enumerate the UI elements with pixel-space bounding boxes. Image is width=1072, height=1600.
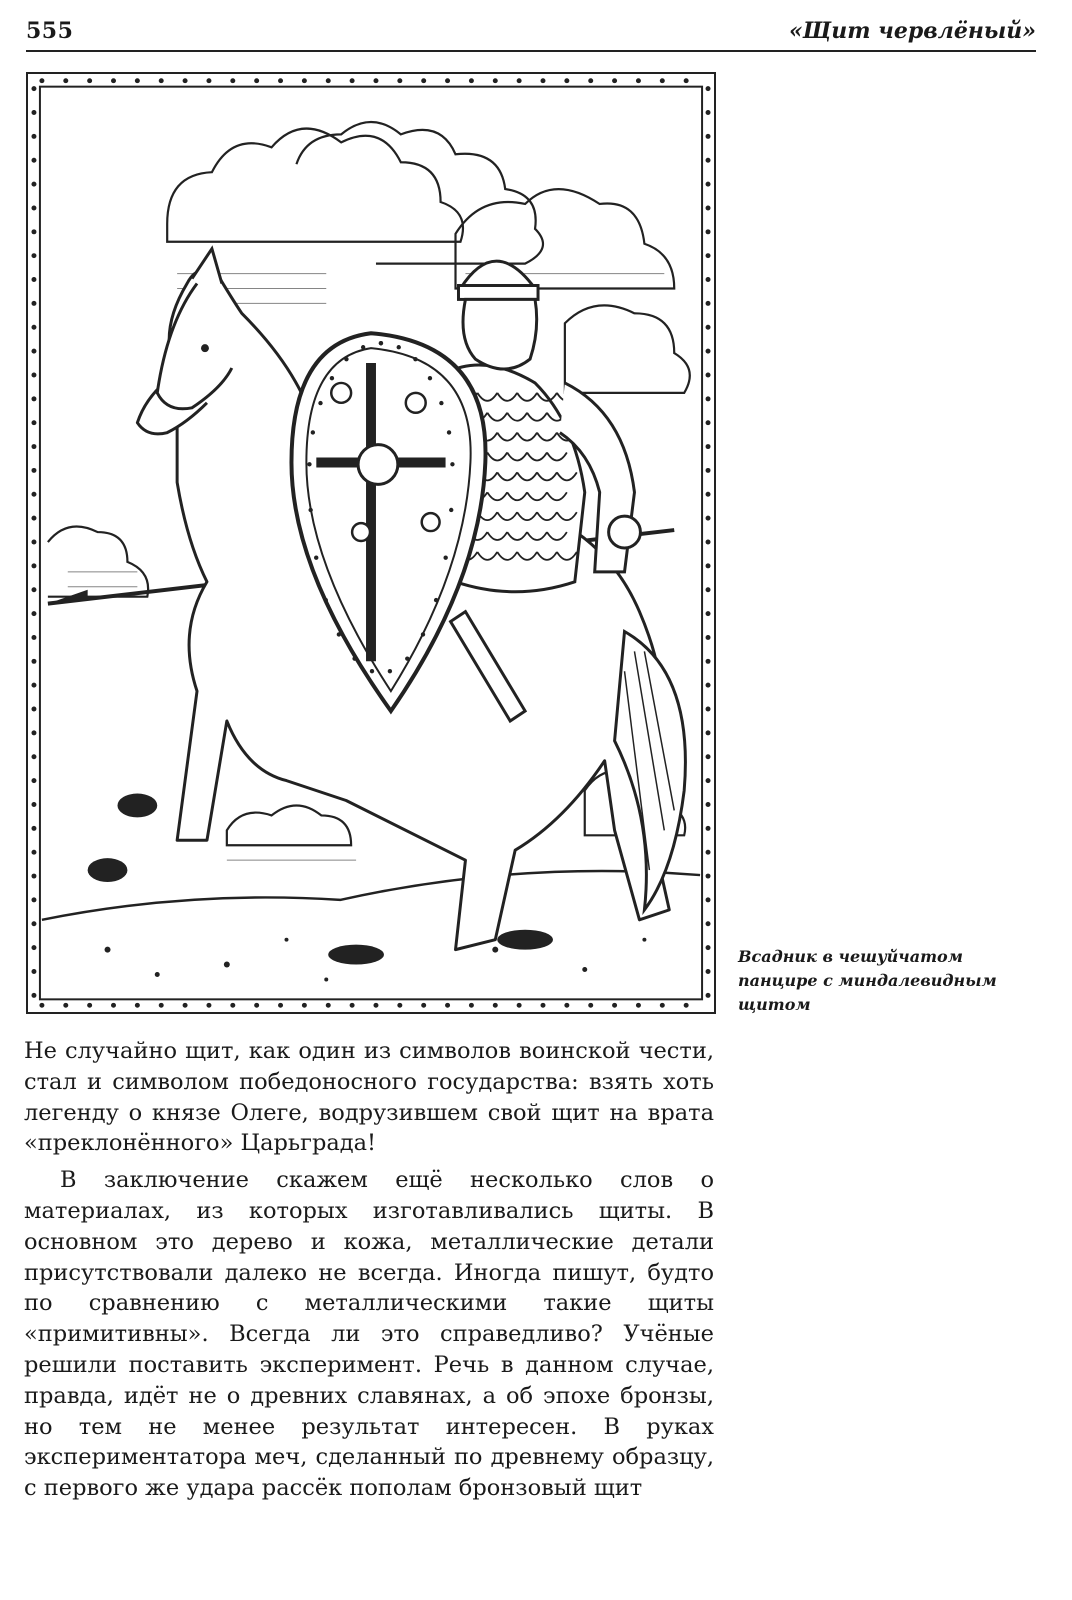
body-text <box>24 1036 714 1504</box>
horseman-illustration <box>28 74 714 1012</box>
illustration-frame <box>26 72 716 1014</box>
figure-caption: Всадник в чешуйчатом панцире с миндалевидным щитом <box>738 947 997 1014</box>
page-number: 555 <box>26 18 74 44</box>
paragraph: Не случайно щит, как один из символов воинской чести, стал и символом победоносного государства: взять хоть легенду о князе Олеге, водрузившем свой щит на врата «преклонённого» Царьграда! <box>24 1038 714 1157</box>
header-rule <box>26 50 1036 52</box>
paragraph: В заключение скажем ещё несколько слов о материалах, из которых изготавливались щиты. В основном это дерево и кожа, металлические детали присутствовали далеко не всегда. Иногда пишут, будто по сравнению с металлическими такие щиты «примитивны». Всегда ли это справедливо? Учёные решили поставить эксперимент. Речь в данном случае, правда, идёт не о древних славянах, а об эпохе бронзы, но тем не менее результат интересен. В руках экспериментатора меч, сделанный по древнему образцу, с первого же удара рассёк пополам бронзовый щит <box>24 1167 714 1502</box>
running-title: «Щит червлёный» <box>789 18 1036 44</box>
